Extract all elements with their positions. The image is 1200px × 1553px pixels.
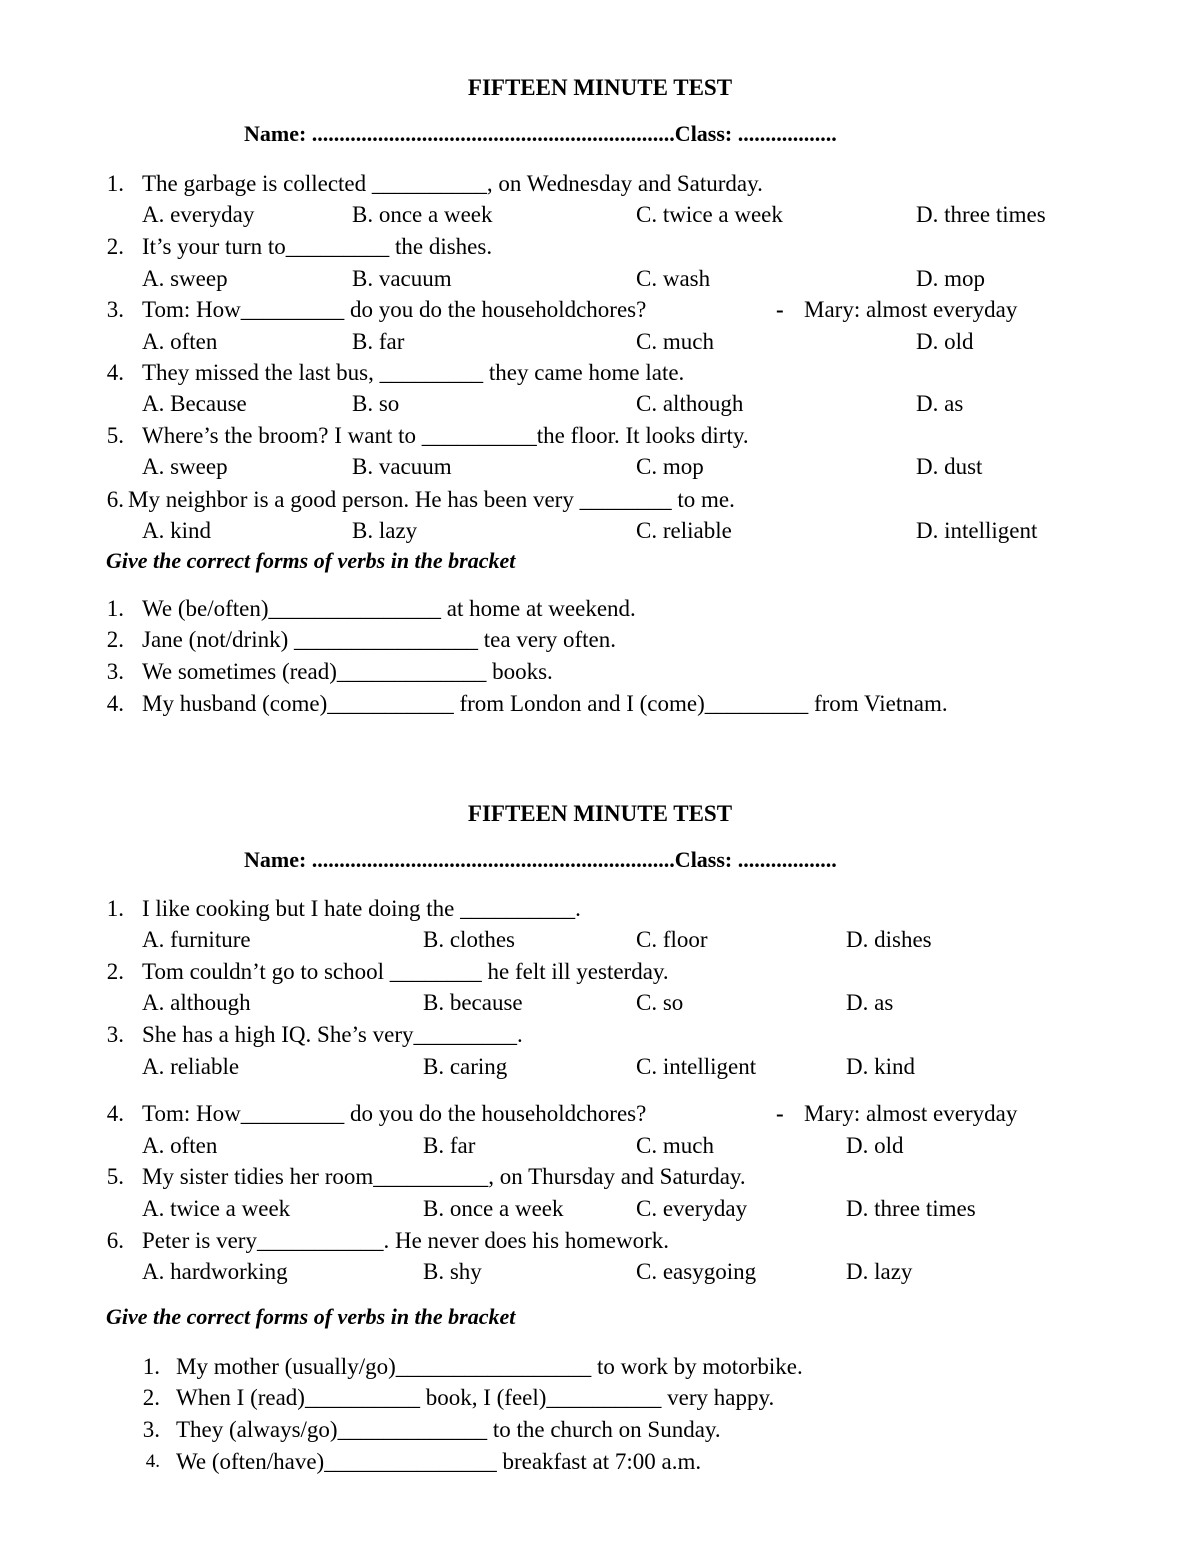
verb-item: We (be/often)_______________ at home at weekend. — [142, 596, 636, 621]
question-stem: They missed the last bus, _________ they came home late. — [142, 360, 685, 385]
option-c: C. reliable — [636, 518, 732, 543]
option-d: D. dust — [916, 454, 983, 479]
verb-item-number: 3. — [106, 659, 124, 684]
option-b: B. once a week — [352, 202, 493, 227]
question-reply: Mary: almost everyday — [804, 297, 1018, 322]
question-stem: It’s your turn to_________ the dishes. — [142, 234, 493, 259]
option-d: D. dishes — [846, 927, 932, 952]
option-a: A. kind — [142, 518, 211, 543]
option-b: B. vacuum — [352, 454, 452, 479]
question-number: 3. — [106, 297, 124, 322]
option-a: A. sweep — [142, 454, 228, 479]
option-a: A. although — [142, 990, 251, 1015]
option-c: C. intelligent — [636, 1054, 757, 1079]
option-d: D. mop — [916, 266, 985, 291]
option-b: B. shy — [423, 1259, 482, 1284]
option-c: C. twice a week — [636, 202, 783, 227]
option-c: C. mop — [636, 454, 704, 479]
question-stem: My neighbor is a good person. He has been very ________ to me. — [128, 487, 735, 512]
question-stem: The garbage is collected __________, on Wednesday and Saturday. — [142, 171, 763, 196]
question-stem: Tom couldn’t go to school ________ he felt ill yesterday. — [142, 959, 669, 984]
option-c: C. floor — [636, 927, 708, 952]
option-b: B. caring — [423, 1054, 508, 1079]
option-c: C. much — [636, 1133, 714, 1158]
question-reply: Mary: almost everyday — [804, 1101, 1018, 1126]
option-a: A. furniture — [142, 927, 251, 952]
verb-item: We (often/have)_______________ breakfast at 7:00 a.m. — [176, 1449, 702, 1474]
option-b: B. far — [423, 1133, 476, 1158]
option-c: C. so — [636, 990, 684, 1015]
question-number: 4. — [106, 360, 124, 385]
question-number: 6. — [106, 487, 124, 512]
option-b: B. once a week — [423, 1196, 564, 1221]
verb-item-number: 2. — [106, 627, 124, 652]
option-d: D. old — [846, 1133, 904, 1158]
question-number: 1. — [106, 171, 124, 196]
option-a: A. twice a week — [142, 1196, 291, 1221]
page-title: FIFTEEN MINUTE TEST — [467, 801, 733, 826]
verb-item: My husband (come)___________ from London and I (come)_________ from Vietnam. — [142, 691, 948, 716]
verb-item: Jane (not/drink) ________________ tea very often. — [142, 627, 616, 652]
option-a: A. Because — [142, 391, 247, 416]
option-b: B. lazy — [352, 518, 418, 543]
verb-item-number: 4. — [145, 1451, 160, 1472]
section-heading: Give the correct forms of verbs in the bracket — [106, 1304, 516, 1329]
option-a: A. everyday — [142, 202, 255, 227]
verb-item: We sometimes (read)_____________ books. — [142, 659, 553, 684]
option-a: A. often — [142, 329, 218, 354]
verb-item-number: 1. — [106, 596, 124, 621]
section-heading: Give the correct forms of verbs in the bracket — [106, 548, 516, 573]
option-c: C. everyday — [636, 1196, 748, 1221]
question-number: 2. — [106, 234, 124, 259]
option-a: A. reliable — [142, 1054, 240, 1079]
option-c: C. much — [636, 329, 714, 354]
option-c: C. easygoing — [636, 1259, 757, 1284]
option-b: B. far — [352, 329, 405, 354]
option-b: B. because — [423, 990, 523, 1015]
verb-item: They (always/go)_____________ to the church on Sunday. — [176, 1417, 721, 1442]
question-stem: I like cooking but I hate doing the __________. — [142, 896, 581, 921]
question-stem: My sister tidies her room__________, on Thursday and Saturday. — [142, 1164, 746, 1189]
verb-item-number: 4. — [106, 691, 124, 716]
option-a: A. often — [142, 1133, 218, 1158]
verb-item: When I (read)__________ book, I (feel)__________ very happy. — [176, 1385, 775, 1410]
question-stem: Where’s the broom? I want to __________the floor. It looks dirty. — [142, 423, 749, 448]
question-number: 6. — [106, 1228, 124, 1253]
question-number: 1. — [106, 896, 124, 921]
question-stem: Tom: How_________ do you do the householdchores? — [142, 1101, 647, 1126]
question-number: 4. — [106, 1101, 124, 1126]
verb-item: My mother (usually/go)_________________ to work by motorbike. — [176, 1354, 803, 1379]
option-a: A. hardworking — [142, 1259, 288, 1284]
verb-item-number: 1. — [142, 1354, 160, 1379]
option-d: D. three times — [846, 1196, 976, 1221]
question-number: 5. — [106, 1164, 124, 1189]
option-c: C. although — [636, 391, 744, 416]
reply-marker: - — [776, 1101, 784, 1126]
option-d: D. as — [916, 391, 964, 416]
option-b: B. vacuum — [352, 266, 452, 291]
option-d: D. lazy — [846, 1259, 913, 1284]
question-number: 3. — [106, 1022, 124, 1047]
question-stem: Peter is very___________. He never does his homework. — [142, 1228, 669, 1253]
option-c: C. wash — [636, 266, 711, 291]
question-stem: Tom: How_________ do you do the householdchores? — [142, 297, 647, 322]
option-d: D. intelligent — [916, 518, 1038, 543]
option-d: D. kind — [846, 1054, 915, 1079]
option-b: B. clothes — [423, 927, 515, 952]
reply-marker: - — [776, 297, 784, 322]
option-d: D. three times — [916, 202, 1046, 227]
verb-item-number: 2. — [142, 1385, 160, 1410]
name-class-line: Name: ..................................................................Class: .................. — [244, 847, 837, 872]
option-d: D. old — [916, 329, 974, 354]
option-d: D. as — [846, 990, 894, 1015]
verb-item-number: 3. — [142, 1417, 160, 1442]
question-number: 2. — [106, 959, 124, 984]
name-class-line: Name: ..................................................................Class: .................. — [244, 121, 837, 146]
option-a: A. sweep — [142, 266, 228, 291]
question-stem: She has a high IQ. She’s very_________. — [142, 1022, 523, 1047]
page-title: FIFTEEN MINUTE TEST — [467, 75, 733, 100]
question-number: 5. — [106, 423, 124, 448]
option-b: B. so — [352, 391, 400, 416]
